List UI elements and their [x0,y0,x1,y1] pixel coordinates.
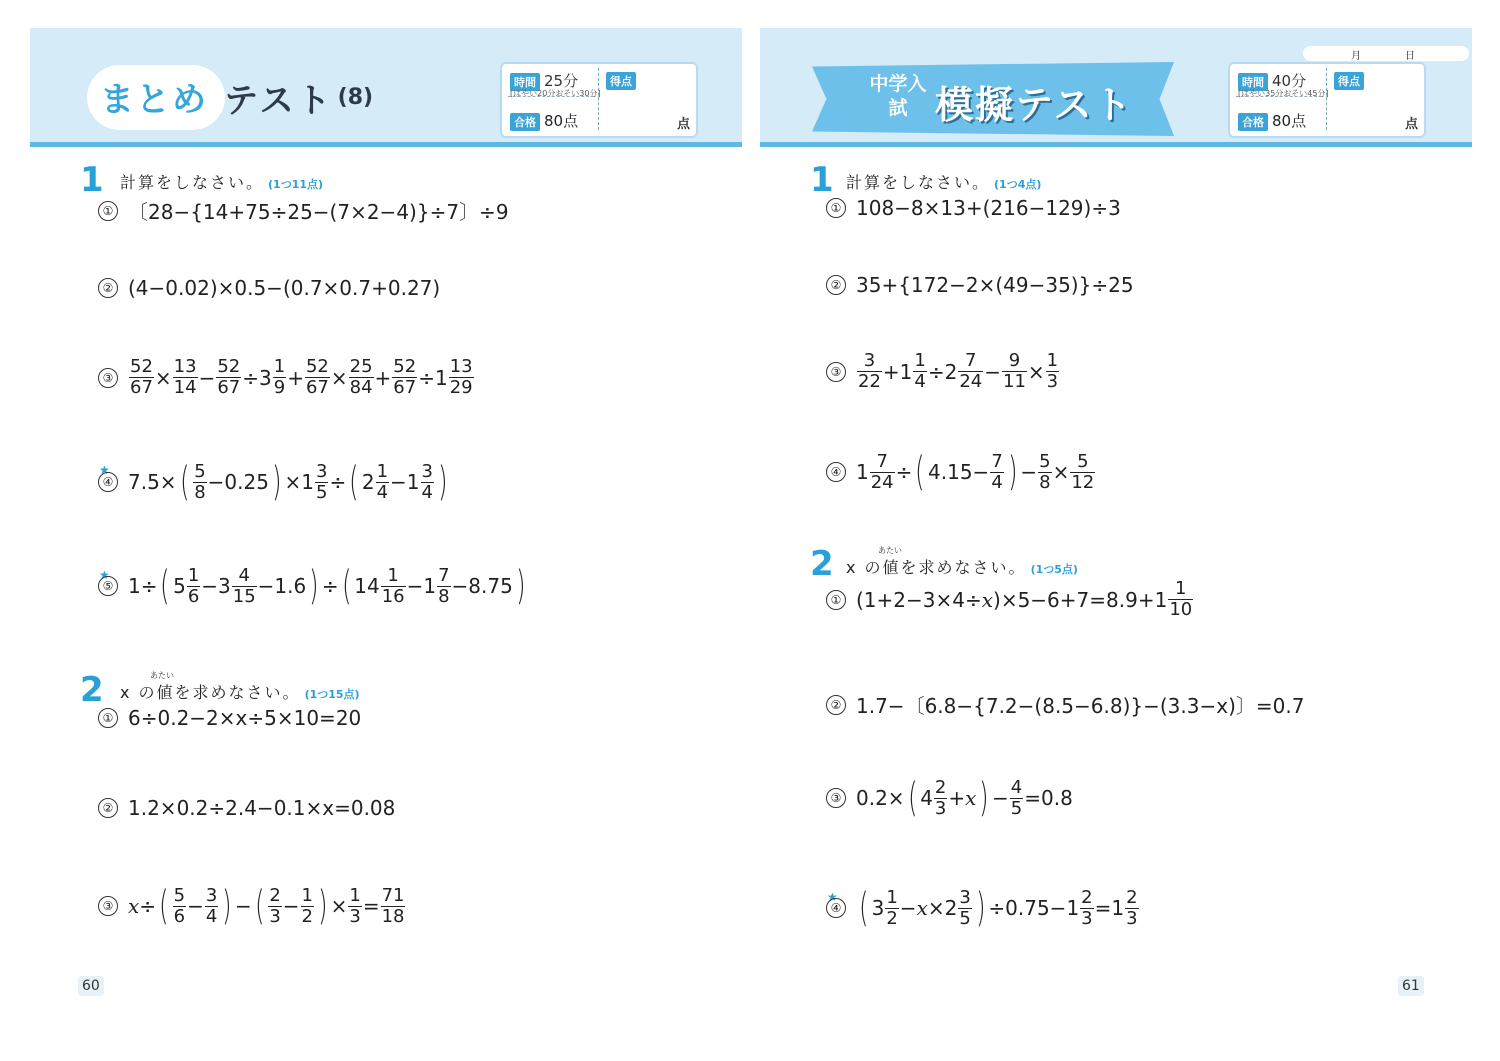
page-number-right: 61 [1398,976,1424,996]
time-note: [はやい35分おそい45分] [1238,89,1329,98]
pass-value: 80点 [544,112,579,130]
problem-2-1-expr: 6÷0.2−2×x÷5×10=20 [128,706,362,730]
circled-1: ① [826,198,846,218]
ruby-atai: あたい [150,671,174,680]
ruby-atai: あたい [878,546,902,555]
problem-1-1 [826,196,1121,220]
section-1-points: (1つ11点) [268,178,324,191]
circled-1: ① [826,590,846,610]
circled-1: ① [98,708,118,728]
circled-3: ③ [826,362,846,382]
month-label: 月 [1351,51,1361,62]
circled-2: ② [826,275,846,295]
section-2-number: 2 [80,670,104,710]
time-tag: 時間 [510,73,540,91]
circled-1: ① [98,201,118,221]
section-1-label: 計算をしなさい。 [120,173,265,192]
star-icon: ★ [99,568,110,582]
problem-1-2-expr: 35+{172−2×(49−35)}÷25 [856,273,1134,297]
section-2-label: x の値を求めなさい。 [120,683,301,702]
problem-2-2 [826,690,1304,719]
problem-1-3: ③ $\frac{52}{67}$ × $\frac{13}{14}$ − $\frac{52}{67}$ ÷3 $\frac{1}{9}$ + $\frac{52}{67}$ × $\frac{25}{84}$ + $\frac{52}{67}$ ÷1 $\frac{13}{29}$ [98,358,475,397]
title-pill: まとめ [90,68,222,127]
time-tag: 時間 [1238,73,1268,91]
problem-1-2 [98,276,440,300]
page-number-left: 60 [78,976,104,996]
circled-3: ③ [98,368,118,388]
circled-2: ② [826,695,846,715]
problem-1-4: ④ 7.5× ( $\frac{5}{8}$ −0.25 ) ×1 $\frac{3}{5}$ ÷ ( 2 $\frac{1}{4}$ −1 $\frac{3}{4}$ ) [98,462,451,502]
left-title [90,68,373,127]
title-small: 中学入試 [869,73,927,119]
circled-4: ④ [826,462,846,482]
time-note: [はやい20分おそい30分] [510,89,601,98]
problem-2-1 [98,706,361,730]
circled-2: ② [98,278,118,298]
circled-3: ③ [98,896,118,916]
circled-5: ⑤ [98,576,118,596]
problem-1-4: ④ 1 $\frac{7}{24}$ ÷ ( 4.15− $\frac{7}{4}$ ) − $\frac{5}{8}$ × $\frac{5}{12}$ [826,452,1096,492]
section-1-points: (1つ4点) [994,178,1042,191]
score-tag: 得点 [606,72,636,90]
problem-1-3: ③ $\frac{3}{22}$ +1 $\frac{1}{4}$ ÷2 $\frac{7}{24}$ − $\frac{9}{11}$ × $\frac{1}{3}$ [826,352,1060,391]
problem-1-1 [98,196,509,225]
left-header-rule [30,142,742,147]
section-1-number: 1 [80,160,104,200]
problem-1-2 [826,273,1134,297]
section-2-points: (1つ5点) [1030,563,1078,576]
pass-value: 80点 [1272,112,1307,130]
section-1-text [120,170,323,193]
circled-2: ② [98,798,118,818]
left-score-box [500,62,698,138]
score-unit: 点 [676,117,690,132]
problem-1-1-expr: 〔28−{14+75÷25−(7×2−4)}÷7〕÷9 [128,200,509,224]
section-1-number: 1 [810,160,834,200]
title-number: (8) [337,85,374,110]
section-2-label: x の値を求めなさい。 [846,558,1027,577]
right-header-rule [760,142,1472,147]
pass-tag: 合格 [1238,113,1268,131]
problem-2-4: ④ ( 3 $\frac{1}{2}$ − x ×2 $\frac{3}{5}$ ) ÷0.75−1 $\frac{2}{3}$ =1 $\frac{2}{3}$ [826,888,1140,928]
pass-tag: 合格 [510,113,540,131]
date-box [1303,46,1469,61]
right-page [750,0,1500,1061]
section-2-points: (1つ15点) [304,688,360,701]
problem-2-3: ③ x ÷ ( $\frac{5}{6}$ − $\frac{3}{4}$ ) − ( $\frac{2}{3}$ − $\frac{1}{2}$ ) × $\frac{1}{3}$ = $\frac{71}{18}$ [98,886,406,926]
problem-2-2-expr: 1.7−〔6.8−{7.2−(8.5−6.8)}−(3.3−x)〕=0.7 [856,694,1305,718]
problem-1-2-expr: (4−0.02)×0.5−(0.7×0.7+0.27) [128,276,441,300]
title-main: 模擬テスト [935,83,1134,127]
circled-4: ④ [826,898,846,918]
section-1-text [846,170,1041,193]
section-2-text [120,680,360,703]
problem-2-3: ③ 0.2× ( 4 $\frac{2}{3}$ + x ) − $\frac{4}{5}$ =0.8 [826,778,1073,818]
title-rest: テスト [224,81,334,121]
star-icon: ★ [827,890,838,904]
score-tag: 得点 [1334,72,1364,90]
right-score-box [1228,62,1426,138]
section-2-text [846,555,1078,578]
star-icon: ★ [99,463,110,477]
circled-3: ③ [826,788,846,808]
circled-4: ④ [98,472,118,492]
problem-2-2 [98,796,395,820]
time-value: 25分 [544,72,579,90]
section-1-label: 計算をしなさい。 [846,173,991,192]
problem-1-5: ⑤ 1÷ ( 5 $\frac{1}{6}$ −3 $\frac{4}{15}$ −1.6 ) ÷ ( 14 $\frac{1}{16}$ −1 $\frac{7}{8}$ −8.75 ) [98,566,528,606]
problem-1-1-expr: 108−8×13+(216−129)÷3 [856,196,1121,220]
section-2-number: 2 [810,544,834,584]
time-value: 40分 [1272,72,1307,90]
problem-2-2-expr: 1.2×0.2÷2.4−0.1×x=0.08 [128,796,396,820]
score-unit: 点 [1404,117,1418,132]
problem-2-1: ① (1+2−3×4÷ x )×5−6+7=8.9+1 $\frac{1}{10}$ [826,580,1194,619]
day-label: 日 [1405,51,1415,62]
